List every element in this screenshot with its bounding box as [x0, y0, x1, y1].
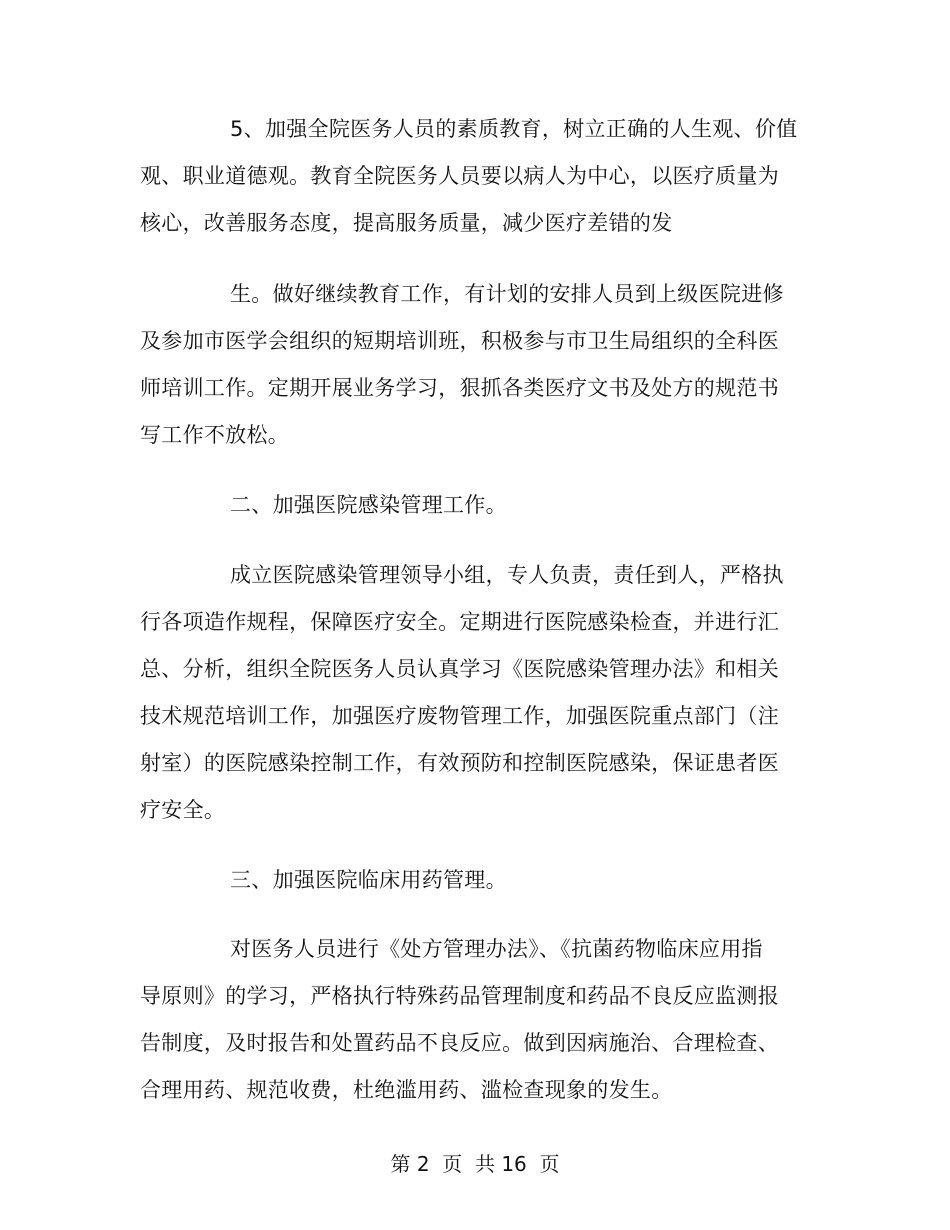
paragraph-2-line-3: 师培训工作。定期开展业务学习，狠抓各类医疗文书及处方的规范书	[140, 376, 779, 400]
paragraph-2-line-1: 生。做好继续教育工作，有计划的安排人员到上级医院进修	[230, 282, 784, 306]
paragraph-1-line-1: 5、加强全院医务人员的素质教育，树立正确的人生观、价值	[230, 117, 798, 141]
paragraph-2-line-4: 写工作不放松。	[140, 423, 290, 447]
paragraph-6-line-1: 对医务人员进行《处方管理办法》、《抗菌药物临床应用指	[230, 937, 763, 961]
paragraph-6-line-3: 告制度，及时报告和处置药品不良反应。做到因病施治、合理检查、	[140, 1031, 779, 1055]
section-heading-infection-control: 二、加强医院感染管理工作。	[230, 493, 507, 517]
paragraph-4-line-1: 成立医院感染管理领导小组，专人负责，责任到人，严格执	[230, 563, 784, 587]
paragraph-4-line-5: 射室）的医院感染控制工作，有效预防和控制医院感染，保证患者医	[140, 751, 779, 775]
paragraph-2-line-2: 及参加市医学会组织的短期培训班，积极参与市卫生局组织的全科医	[140, 329, 779, 353]
paragraph-4-line-2: 行各项造作规程，保障医疗安全。定期进行医院感染检查，并进行汇	[140, 610, 779, 634]
page-number-footer: 第 2 页 共 16 页	[390, 1152, 560, 1176]
paragraph-4-line-3: 总、分析，组织全院医务人员认真学习《医院感染管理办法》和相关	[140, 657, 779, 681]
paragraph-6-line-2: 导原则》的学习，严格执行特殊药品管理制度和药品不良反应监测报	[140, 984, 779, 1008]
section-heading-clinical-medication: 三、加强医院临床用药管理。	[230, 868, 507, 892]
paragraph-1-line-3: 核心，改善服务态度，提高服务质量，减少医疗差错的发	[140, 211, 673, 235]
paragraph-4-line-4: 技术规范培训工作，加强医疗废物管理工作，加强医院重点部门（注	[140, 704, 779, 728]
paragraph-4-line-6: 疗安全。	[140, 798, 226, 822]
paragraph-1-line-2: 观、职业道德观。教育全院医务人员要以病人为中心，以医疗质量为	[140, 164, 779, 188]
paragraph-6-line-4: 合理用药、规范收费，杜绝滥用药、滥检查现象的发生。	[140, 1078, 673, 1102]
